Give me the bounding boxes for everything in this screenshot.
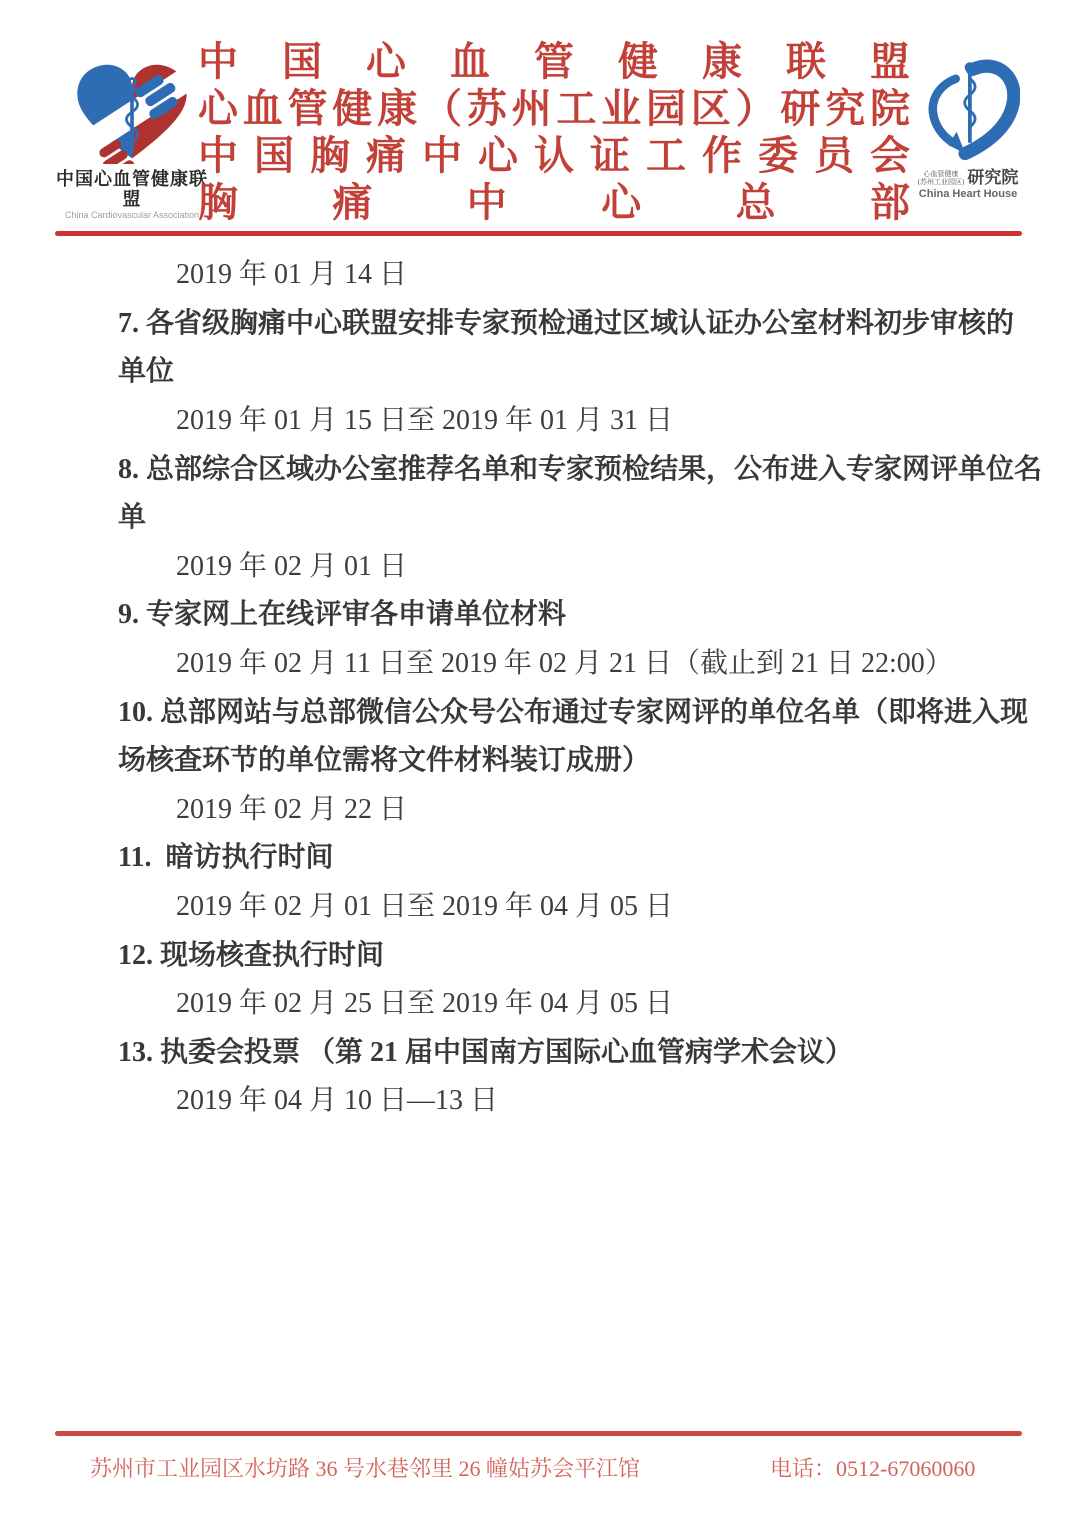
letterhead-titles: [198, 38, 910, 226]
date-line: 2019 年 02 月 01 日至 2019 年 04 月 05 日: [176, 891, 674, 923]
item-10: 10. 总部网站与总部微信公众号公布通过专家网评的单位名单（即将进入现: [118, 696, 1029, 728]
date-line: 2019 年 02 月 01 日: [176, 550, 408, 582]
date-line: 2019 年 02 月 25 日至 2019 年 04 月 05 日: [176, 988, 674, 1020]
footer-phone: 电话：0512-67060060: [770, 1456, 976, 1481]
right-logo: [908, 56, 1028, 202]
item-9: 9. 专家网上在线评审各申请单位材料: [118, 599, 567, 631]
left-logo-caption: 中国心血管健康联盟: [56, 169, 208, 209]
item-8-cont: 单: [118, 502, 147, 534]
item-12: 12. 现场核查执行时间: [118, 939, 385, 971]
cca-heart-logo-icon: [57, 60, 207, 164]
item-11: 11. 暗访执行时间: [118, 842, 334, 874]
date-line: 2019 年 02 月 11 日至 2019 年 02 月 21 日（截止到 21 日 22:00）: [176, 648, 953, 680]
date-line: 2019 年 01 月 14 日: [176, 259, 408, 291]
right-logo-caption: 研究院: [967, 168, 1019, 187]
letterhead-line-2: 心血管健康（苏州工业园区）研究院: [198, 86, 910, 131]
china-heart-house-logo-icon: [916, 56, 1020, 164]
date-line: 2019 年 02 月 22 日: [176, 793, 408, 825]
item-7-cont: 单位: [118, 356, 175, 388]
left-logo-subtitle: China Cardiovascular Association: [64, 210, 200, 220]
date-line: 2019 年 04 月 10 日—13 日: [176, 1085, 499, 1117]
right-logo-subtitle: China Heart House: [918, 188, 1018, 200]
letterhead-line-4: 胸痛中心总部: [198, 180, 910, 225]
item-8: 8. 总部综合区域办公室推荐名单和专家预检结果，公布进入专家网评单位名: [118, 453, 1043, 485]
item-10-cont: 场核查环节的单位需将文件材料装订成册）: [118, 745, 651, 777]
letterhead-line-1: 中国心血管健康联盟: [198, 39, 910, 84]
header-divider: [55, 231, 1022, 236]
document-body: [118, 248, 1043, 1123]
left-logo: [52, 60, 212, 221]
date-line: 2019 年 01 月 15 日至 2019 年 01 月 31 日: [176, 405, 674, 437]
letterhead-line-3: 中国胸痛中心认证工作委员会: [198, 133, 910, 178]
right-logo-stack-top: 心血管健康: [923, 170, 959, 178]
right-logo-stack-bottom: (苏州工业园区): [917, 178, 965, 186]
item-13: 13. 执委会投票 （第 21 届中国南方国际心血管病学术会议）: [118, 1036, 854, 1068]
footer-divider: [55, 1431, 1022, 1436]
item-7: 7. 各省级胸痛中心联盟安排专家预检通过区域认证办公室材料初步审核的: [118, 307, 1015, 339]
footer-address: 苏州市工业园区水坊路 36 号水巷邻里 26 幢姑苏会平江馆: [90, 1456, 641, 1481]
